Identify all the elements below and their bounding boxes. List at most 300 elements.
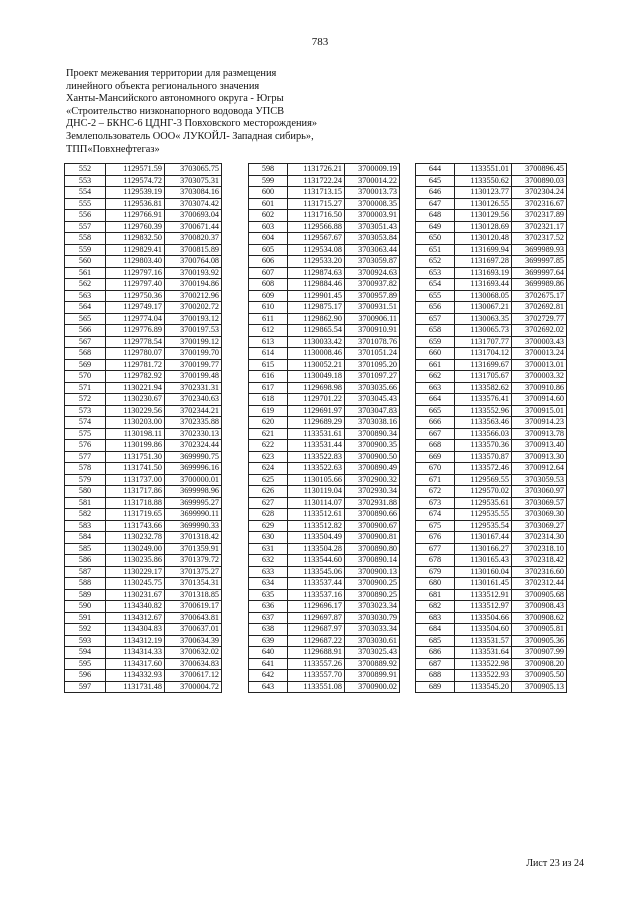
x-coordinate: 1134312.67 <box>106 612 165 624</box>
table-row <box>249 520 400 532</box>
point-number: 627 <box>249 497 288 509</box>
table-row <box>65 394 222 406</box>
table-row <box>65 509 222 521</box>
table-row <box>249 210 400 222</box>
x-coordinate: 1134332.93 <box>106 670 165 682</box>
point-number: 633 <box>249 566 288 578</box>
x-coordinate: 1130199.86 <box>106 440 165 452</box>
point-number: 671 <box>416 474 455 486</box>
y-coordinate: 3703063.44 <box>345 244 400 256</box>
x-coordinate: 1129536.81 <box>106 198 165 210</box>
table-row <box>249 267 400 279</box>
x-coordinate: 1133537.44 <box>288 578 345 590</box>
table-row <box>249 578 400 590</box>
table-row <box>249 497 400 509</box>
table-row <box>65 187 222 199</box>
table-row <box>65 359 222 371</box>
x-coordinate: 1131751.30 <box>106 451 165 463</box>
point-number: 689 <box>416 681 455 693</box>
point-number: 558 <box>65 233 106 245</box>
y-coordinate: 3703074.42 <box>165 198 222 210</box>
point-number: 616 <box>249 371 288 383</box>
x-coordinate: 1134314.33 <box>106 647 165 659</box>
table-row <box>65 175 222 187</box>
table-row <box>65 233 222 245</box>
y-coordinate: 3699990.75 <box>165 451 222 463</box>
table-row <box>65 486 222 498</box>
x-coordinate: 1130126.55 <box>455 198 512 210</box>
table-row <box>249 302 400 314</box>
point-number: 647 <box>416 198 455 210</box>
point-number: 566 <box>65 325 106 337</box>
x-coordinate: 1133552.96 <box>455 405 512 417</box>
x-coordinate: 1129691.97 <box>288 405 345 417</box>
x-coordinate: 1129535.61 <box>455 497 512 509</box>
point-number: 581 <box>65 497 106 509</box>
y-coordinate: 3703030.61 <box>345 635 400 647</box>
point-number: 624 <box>249 463 288 475</box>
y-coordinate: 3700014.22 <box>345 175 400 187</box>
table-row <box>416 474 567 486</box>
y-coordinate: 3699990.33 <box>165 520 222 532</box>
table-row <box>416 325 567 337</box>
x-coordinate: 1133531.44 <box>288 440 345 452</box>
table-row <box>65 382 222 394</box>
table-row <box>65 164 222 176</box>
y-coordinate: 3703053.84 <box>345 233 400 245</box>
point-number: 555 <box>65 198 106 210</box>
x-coordinate: 1129566.88 <box>288 221 345 233</box>
x-coordinate: 1133582.62 <box>455 382 512 394</box>
y-coordinate: 3700003.32 <box>512 371 567 383</box>
y-coordinate: 3700900.13 <box>345 566 400 578</box>
point-number: 639 <box>249 635 288 647</box>
y-coordinate: 3700937.82 <box>345 279 400 291</box>
y-coordinate: 3699995.27 <box>165 497 222 509</box>
table-row <box>65 532 222 544</box>
x-coordinate: 1133512.82 <box>288 520 345 532</box>
x-coordinate: 1133512.97 <box>455 601 512 613</box>
point-number: 665 <box>416 405 455 417</box>
x-coordinate: 1129687.97 <box>288 624 345 636</box>
point-number: 571 <box>65 382 106 394</box>
point-number: 658 <box>416 325 455 337</box>
y-coordinate: 3702692.81 <box>512 302 567 314</box>
point-number: 681 <box>416 589 455 601</box>
x-coordinate: 1129782.92 <box>106 371 165 383</box>
x-coordinate: 1133531.61 <box>288 428 345 440</box>
point-number: 597 <box>65 681 106 693</box>
x-coordinate: 1130235.86 <box>106 555 165 567</box>
table-row <box>65 543 222 555</box>
x-coordinate: 1133531.64 <box>455 647 512 659</box>
table-row <box>65 647 222 659</box>
x-coordinate: 1129865.54 <box>288 325 345 337</box>
table-row <box>65 405 222 417</box>
y-coordinate: 3700000.01 <box>165 474 222 486</box>
point-number: 649 <box>416 221 455 233</box>
table-row <box>416 589 567 601</box>
table-row <box>65 302 222 314</box>
point-number: 623 <box>249 451 288 463</box>
point-number: 601 <box>249 198 288 210</box>
point-number: 611 <box>249 313 288 325</box>
table-row <box>249 624 400 636</box>
y-coordinate: 3702692.02 <box>512 325 567 337</box>
table-row <box>416 210 567 222</box>
point-number: 669 <box>416 451 455 463</box>
point-number: 644 <box>416 164 455 176</box>
x-coordinate: 1130105.66 <box>288 474 345 486</box>
point-number: 559 <box>65 244 106 256</box>
point-number: 642 <box>249 670 288 682</box>
table-row <box>65 451 222 463</box>
y-coordinate: 3702931.88 <box>345 497 400 509</box>
point-number: 588 <box>65 578 106 590</box>
table-row <box>249 279 400 291</box>
y-coordinate: 3702318.42 <box>512 555 567 567</box>
y-coordinate: 3702314.30 <box>512 532 567 544</box>
x-coordinate: 1129570.02 <box>455 486 512 498</box>
point-number: 637 <box>249 612 288 624</box>
x-coordinate: 1133557.26 <box>288 658 345 670</box>
table-row <box>416 601 567 613</box>
x-coordinate: 1129698.98 <box>288 382 345 394</box>
point-number: 561 <box>65 267 106 279</box>
point-number: 604 <box>249 233 288 245</box>
point-number: 567 <box>65 336 106 348</box>
x-coordinate: 1130129.56 <box>455 210 512 222</box>
point-number: 609 <box>249 290 288 302</box>
y-coordinate: 3700910.91 <box>345 325 400 337</box>
x-coordinate: 1131731.48 <box>106 681 165 693</box>
table-row <box>65 578 222 590</box>
y-coordinate: 3700890.03 <box>512 175 567 187</box>
y-coordinate: 3700008.35 <box>345 198 400 210</box>
point-number: 618 <box>249 394 288 406</box>
x-coordinate: 1129778.54 <box>106 336 165 348</box>
x-coordinate: 1133550.62 <box>455 175 512 187</box>
x-coordinate: 1130249.00 <box>106 543 165 555</box>
table-row <box>416 578 567 590</box>
x-coordinate: 1133551.01 <box>455 164 512 176</box>
y-coordinate: 3700914.23 <box>512 417 567 429</box>
y-coordinate: 3699990.11 <box>165 509 222 521</box>
y-coordinate: 3700194.86 <box>165 279 222 291</box>
x-coordinate: 1130008.46 <box>288 348 345 360</box>
point-number: 594 <box>65 647 106 659</box>
y-coordinate: 3702340.63 <box>165 394 222 406</box>
point-number: 610 <box>249 302 288 314</box>
y-coordinate: 3700671.44 <box>165 221 222 233</box>
y-coordinate: 3700905.36 <box>512 635 567 647</box>
point-number: 660 <box>416 348 455 360</box>
y-coordinate: 3700193.12 <box>165 313 222 325</box>
table-row <box>416 451 567 463</box>
table-row <box>416 221 567 233</box>
x-coordinate: 1129875.17 <box>288 302 345 314</box>
table-row <box>249 451 400 463</box>
table-row <box>65 198 222 210</box>
x-coordinate: 1131718.88 <box>106 497 165 509</box>
x-coordinate: 1131715.27 <box>288 198 345 210</box>
table-row <box>416 290 567 302</box>
table-row <box>416 417 567 429</box>
point-number: 675 <box>416 520 455 532</box>
table-row <box>249 428 400 440</box>
point-number: 630 <box>249 532 288 544</box>
point-number: 573 <box>65 405 106 417</box>
point-number: 614 <box>249 348 288 360</box>
table-row <box>416 428 567 440</box>
x-coordinate: 1134340.82 <box>106 601 165 613</box>
x-coordinate: 1129797.40 <box>106 279 165 291</box>
y-coordinate: 3703065.75 <box>165 164 222 176</box>
y-coordinate: 3703035.66 <box>345 382 400 394</box>
x-coordinate: 1133531.57 <box>455 635 512 647</box>
y-coordinate: 3700910.86 <box>512 382 567 394</box>
x-coordinate: 1129766.91 <box>106 210 165 222</box>
x-coordinate: 1133545.20 <box>455 681 512 693</box>
table-row <box>65 624 222 636</box>
y-coordinate: 3702317.89 <box>512 210 567 222</box>
y-coordinate: 3700905.13 <box>512 681 567 693</box>
x-coordinate: 1130165.43 <box>455 555 512 567</box>
x-coordinate: 1131743.66 <box>106 520 165 532</box>
table-row <box>416 256 567 268</box>
y-coordinate: 3699997.64 <box>512 267 567 279</box>
table-row <box>249 543 400 555</box>
point-number: 657 <box>416 313 455 325</box>
y-coordinate: 3701318.85 <box>165 589 222 601</box>
table-row <box>416 612 567 624</box>
point-number: 631 <box>249 543 288 555</box>
y-coordinate: 3700199.70 <box>165 348 222 360</box>
y-coordinate: 3701078.76 <box>345 336 400 348</box>
table-row <box>65 279 222 291</box>
y-coordinate: 3700643.81 <box>165 612 222 624</box>
x-coordinate: 1130203.00 <box>106 417 165 429</box>
point-number: 666 <box>416 417 455 429</box>
point-number: 592 <box>65 624 106 636</box>
y-coordinate: 3699997.85 <box>512 256 567 268</box>
table-row <box>249 658 400 670</box>
point-number: 670 <box>416 463 455 475</box>
y-coordinate: 3701359.91 <box>165 543 222 555</box>
point-number: 560 <box>65 256 106 268</box>
point-number: 586 <box>65 555 106 567</box>
table-row <box>416 566 567 578</box>
coordinates-table-1 <box>64 163 222 693</box>
point-number: 635 <box>249 589 288 601</box>
table-row <box>249 440 400 452</box>
point-number: 648 <box>416 210 455 222</box>
x-coordinate: 1130160.04 <box>455 566 512 578</box>
table-row <box>249 601 400 613</box>
y-coordinate: 3700900.02 <box>345 681 400 693</box>
y-coordinate: 3700764.08 <box>165 256 222 268</box>
table-row <box>416 359 567 371</box>
table-row <box>416 336 567 348</box>
x-coordinate: 1130114.07 <box>288 497 345 509</box>
x-coordinate: 1133576.41 <box>455 394 512 406</box>
y-coordinate: 3700913.30 <box>512 451 567 463</box>
point-number: 664 <box>416 394 455 406</box>
x-coordinate: 1133570.87 <box>455 451 512 463</box>
x-coordinate: 1133544.60 <box>288 555 345 567</box>
y-coordinate: 3703060.97 <box>512 486 567 498</box>
point-number: 574 <box>65 417 106 429</box>
x-coordinate: 1130221.94 <box>106 382 165 394</box>
point-number: 613 <box>249 336 288 348</box>
x-coordinate: 1131726.21 <box>288 164 345 176</box>
table-row <box>416 175 567 187</box>
sheet-counter: Лист 23 из 24 <box>526 858 584 869</box>
table-row <box>416 348 567 360</box>
x-coordinate: 1129901.45 <box>288 290 345 302</box>
table-row <box>416 670 567 682</box>
x-coordinate: 1130065.73 <box>455 325 512 337</box>
table-row <box>249 647 400 659</box>
y-coordinate: 3700896.45 <box>512 164 567 176</box>
y-coordinate: 3702335.88 <box>165 417 222 429</box>
y-coordinate: 3703084.16 <box>165 187 222 199</box>
x-coordinate: 1129535.54 <box>455 520 512 532</box>
table-row <box>65 497 222 509</box>
x-coordinate: 1130063.35 <box>455 313 512 325</box>
y-coordinate: 3702900.32 <box>345 474 400 486</box>
table-row <box>249 336 400 348</box>
point-number: 652 <box>416 256 455 268</box>
point-number: 572 <box>65 394 106 406</box>
table-row <box>65 658 222 670</box>
y-coordinate: 3702675.17 <box>512 290 567 302</box>
y-coordinate: 3700815.89 <box>165 244 222 256</box>
point-number: 663 <box>416 382 455 394</box>
x-coordinate: 1133557.70 <box>288 670 345 682</box>
table-row <box>416 681 567 693</box>
x-coordinate: 1129776.89 <box>106 325 165 337</box>
y-coordinate: 3700890.80 <box>345 543 400 555</box>
y-coordinate: 3700890.34 <box>345 428 400 440</box>
point-number: 603 <box>249 221 288 233</box>
table-row <box>65 520 222 532</box>
table-row <box>65 244 222 256</box>
table-row <box>249 325 400 337</box>
table-row <box>65 371 222 383</box>
y-coordinate: 3700619.17 <box>165 601 222 613</box>
y-coordinate: 3700003.91 <box>345 210 400 222</box>
point-number: 674 <box>416 509 455 521</box>
y-coordinate: 3700890.66 <box>345 509 400 521</box>
y-coordinate: 3700202.72 <box>165 302 222 314</box>
y-coordinate: 3700890.25 <box>345 589 400 601</box>
y-coordinate: 3703059.53 <box>512 474 567 486</box>
point-number: 591 <box>65 612 106 624</box>
table-row <box>249 532 400 544</box>
point-number: 596 <box>65 670 106 682</box>
header-line: ДНС-2 – БКНС-6 ЦДНГ-3 Повховского месторождения» <box>66 118 318 130</box>
table-row <box>249 382 400 394</box>
table-row <box>249 290 400 302</box>
point-number: 677 <box>416 543 455 555</box>
y-coordinate: 3702316.60 <box>512 566 567 578</box>
x-coordinate: 1133566.03 <box>455 428 512 440</box>
point-number: 640 <box>249 647 288 659</box>
table-row <box>416 267 567 279</box>
x-coordinate: 1131697.28 <box>455 256 512 268</box>
y-coordinate: 3700900.67 <box>345 520 400 532</box>
point-number: 615 <box>249 359 288 371</box>
table-row <box>416 164 567 176</box>
point-number: 638 <box>249 624 288 636</box>
y-coordinate: 3700924.63 <box>345 267 400 279</box>
x-coordinate: 1129829.41 <box>106 244 165 256</box>
y-coordinate: 3701318.42 <box>165 532 222 544</box>
y-coordinate: 3700889.92 <box>345 658 400 670</box>
x-coordinate: 1130198.11 <box>106 428 165 440</box>
point-number: 621 <box>249 428 288 440</box>
y-coordinate: 3703069.27 <box>512 520 567 532</box>
x-coordinate: 1131741.50 <box>106 463 165 475</box>
y-coordinate: 3700003.43 <box>512 336 567 348</box>
table-row <box>249 589 400 601</box>
header-line: линейного объекта регионального значения <box>66 80 260 92</box>
x-coordinate: 1129534.08 <box>288 244 345 256</box>
y-coordinate: 3700908.62 <box>512 612 567 624</box>
x-coordinate: 1131707.77 <box>455 336 512 348</box>
table-row <box>416 555 567 567</box>
point-number: 557 <box>65 221 106 233</box>
table-row <box>416 371 567 383</box>
table-row <box>65 221 222 233</box>
table-row <box>416 624 567 636</box>
y-coordinate: 3702312.44 <box>512 578 567 590</box>
x-coordinate: 1130245.75 <box>106 578 165 590</box>
table-row <box>416 302 567 314</box>
table-row <box>249 681 400 693</box>
y-coordinate: 3699989.93 <box>512 244 567 256</box>
y-coordinate: 3700957.89 <box>345 290 400 302</box>
point-number: 620 <box>249 417 288 429</box>
point-number: 653 <box>416 267 455 279</box>
table-row <box>249 187 400 199</box>
point-number: 651 <box>416 244 455 256</box>
page-number: 783 <box>311 36 329 48</box>
coordinates-table-2 <box>248 163 400 693</box>
y-coordinate: 3700899.91 <box>345 670 400 682</box>
point-number: 584 <box>65 532 106 544</box>
x-coordinate: 1129697.87 <box>288 612 345 624</box>
point-number: 607 <box>249 267 288 279</box>
point-number: 685 <box>416 635 455 647</box>
table-row <box>65 428 222 440</box>
x-coordinate: 1129535.55 <box>455 509 512 521</box>
table-row <box>249 221 400 233</box>
document-header <box>66 68 406 156</box>
x-coordinate: 1131699.94 <box>455 244 512 256</box>
y-coordinate: 3703033.34 <box>345 624 400 636</box>
y-coordinate: 3700199.77 <box>165 359 222 371</box>
table-row <box>416 497 567 509</box>
x-coordinate: 1130166.27 <box>455 543 512 555</box>
y-coordinate: 3700693.04 <box>165 210 222 222</box>
point-number: 569 <box>65 359 106 371</box>
y-coordinate: 3703069.57 <box>512 497 567 509</box>
x-coordinate: 1133522.98 <box>455 658 512 670</box>
point-number: 564 <box>65 302 106 314</box>
table-row <box>416 635 567 647</box>
